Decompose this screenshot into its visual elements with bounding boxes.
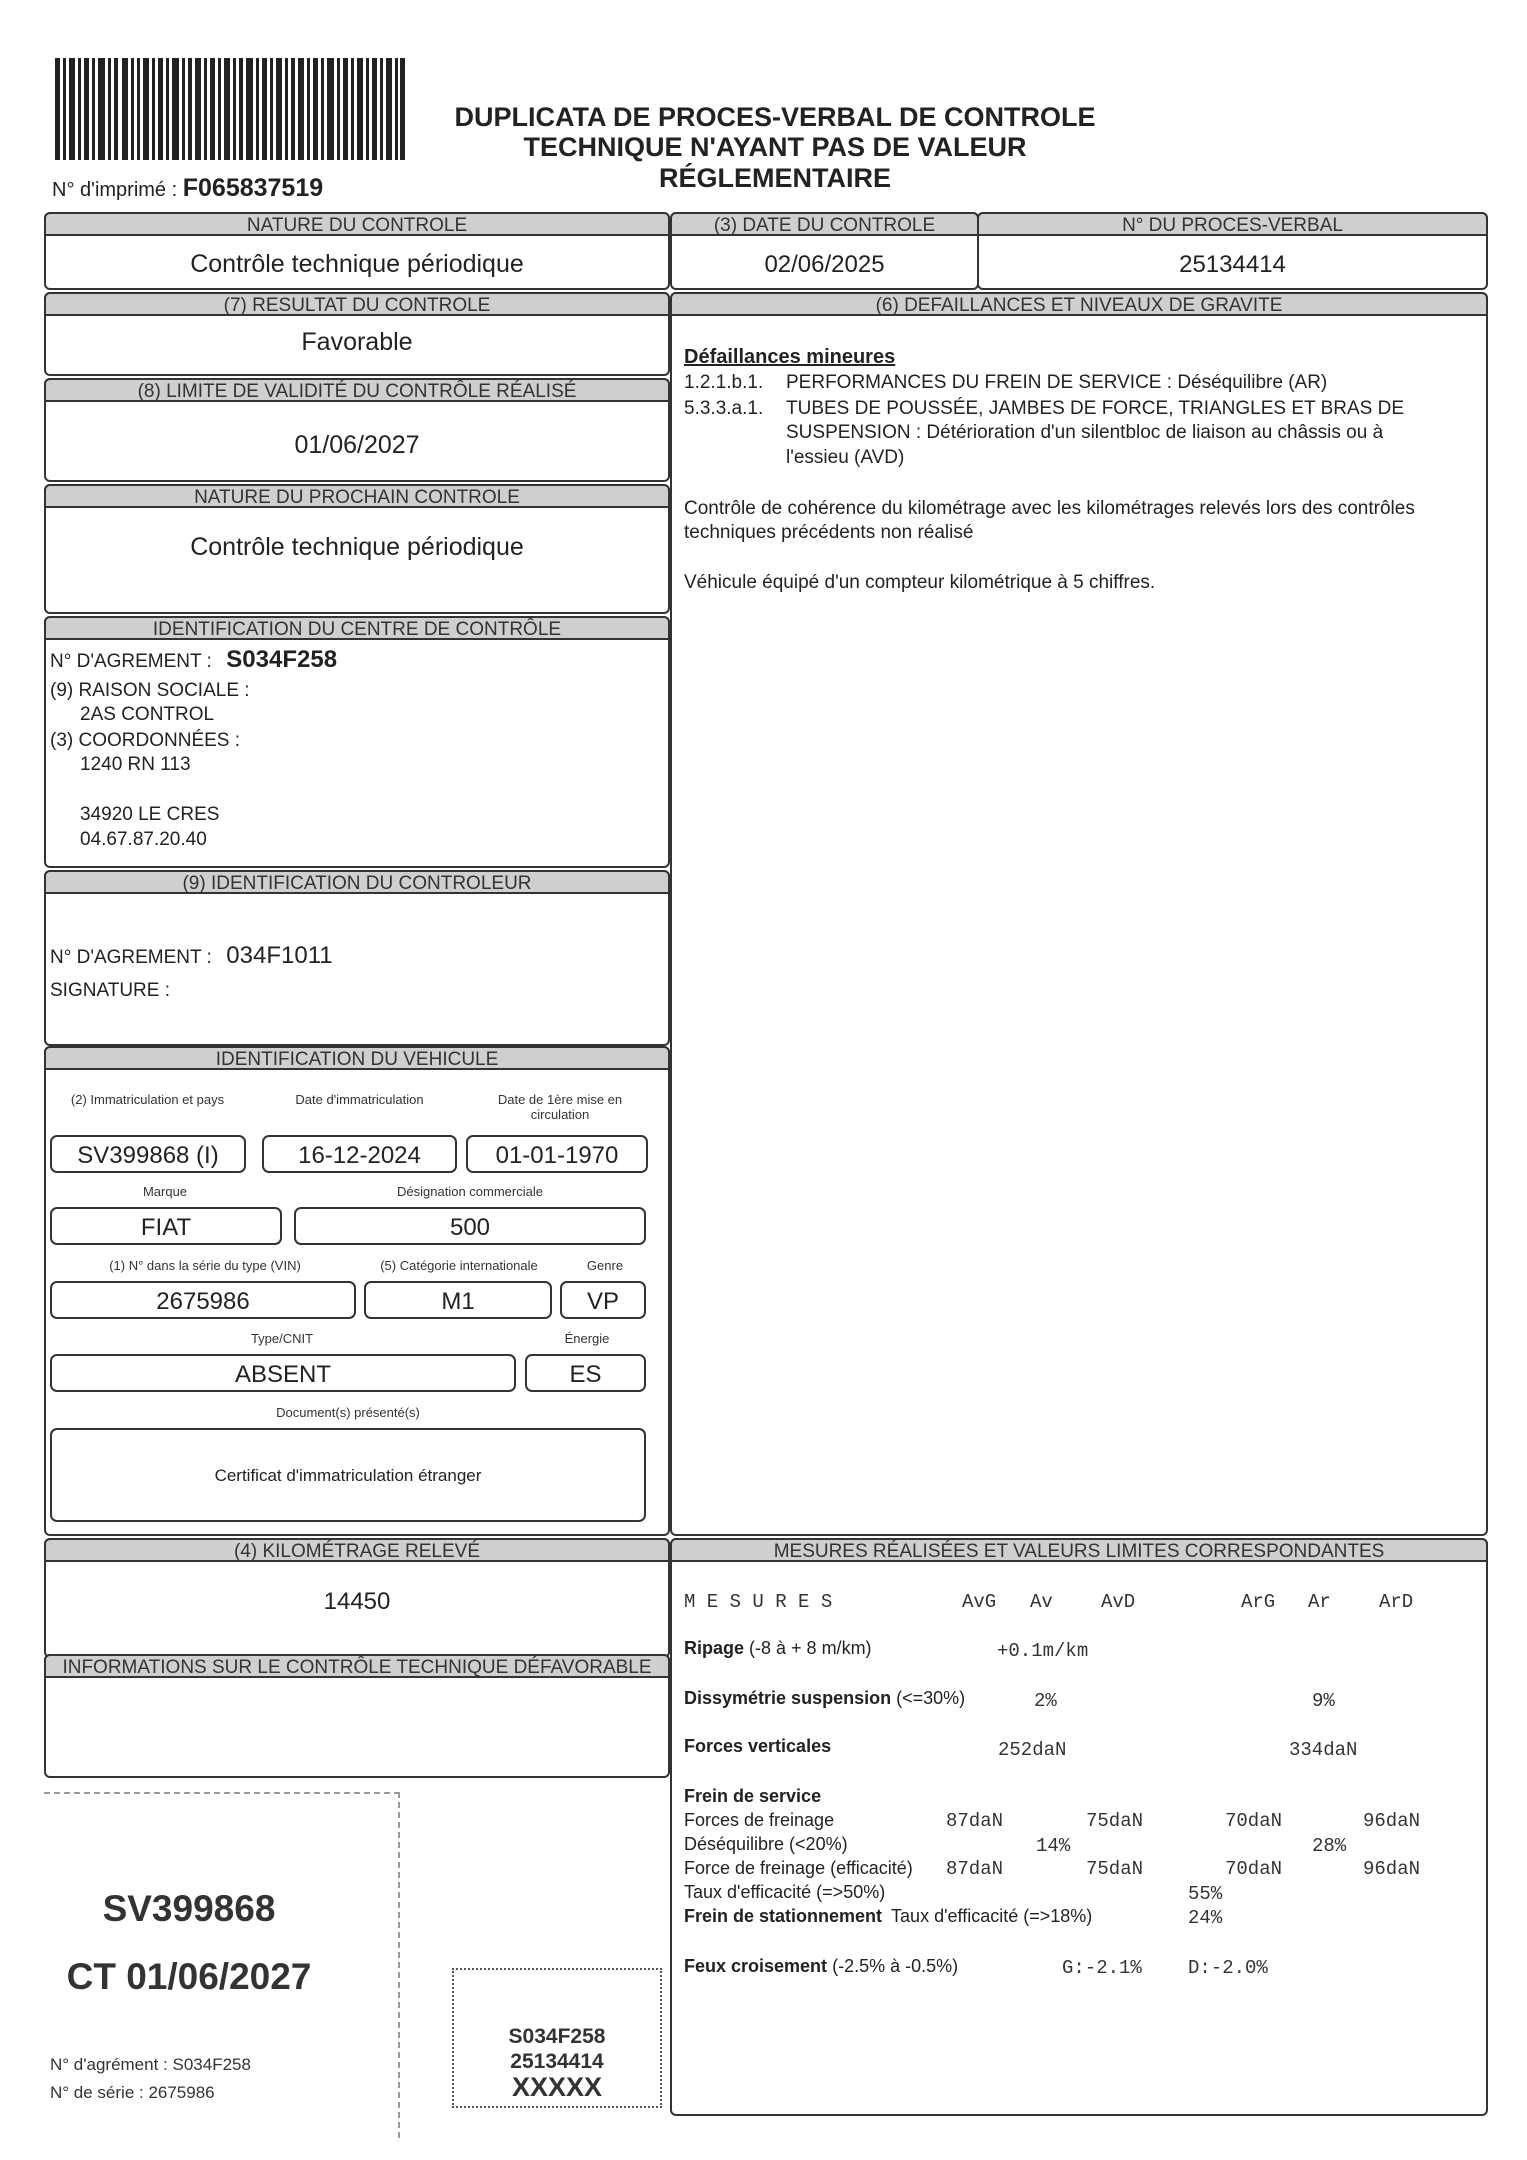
mesures-col-avg: AvG xyxy=(962,1591,997,1613)
defaillances-note-1a: Contrôle de cohérence du kilométrage avec les kilométrages relevés lors des contrôles xyxy=(684,498,1415,519)
mesures-col-title: M E S U R E S xyxy=(684,1591,833,1613)
forces-v-row xyxy=(684,1736,831,1757)
mesures-col-av: Av xyxy=(1030,1591,1053,1613)
mesures-col-avd: AvD xyxy=(1101,1591,1136,1613)
eff-ard: 96daN xyxy=(1363,1858,1421,1880)
controleur-signature-label: SIGNATURE : xyxy=(50,980,170,1001)
documents-value: Certificat d'immatriculation étranger xyxy=(214,1466,482,1485)
ripage-av: +0.1m/km xyxy=(997,1640,1089,1662)
vignette-stamp-line-3: XXXXX xyxy=(511,2072,603,2102)
cap-date-immat: Date d'immatriculation xyxy=(295,1092,424,1107)
centre-address-2: 34920 LE CRES xyxy=(80,804,220,825)
type-field: ABSENT xyxy=(50,1354,516,1392)
pv-value: 25134414 xyxy=(1179,251,1286,278)
eff-avd: 75daN xyxy=(1086,1858,1144,1880)
deseq-ar: 28% xyxy=(1312,1835,1347,1857)
vignette-stamp-line-2: 25134414 xyxy=(510,2050,604,2073)
prochain-value: Contrôle technique périodique xyxy=(190,533,524,561)
defaillances-box xyxy=(670,292,1488,1536)
defaillance-code-2: 5.3.3.a.1. xyxy=(684,398,764,419)
freinage-avd: 75daN xyxy=(1086,1810,1144,1832)
cap-documents: Document(s) présenté(s) xyxy=(276,1405,420,1420)
defaillances-note-1b: techniques précédents non réalisé xyxy=(684,522,974,543)
taux-val: 55% xyxy=(1188,1883,1223,1905)
dissym-label: Dissymétrie suspension xyxy=(684,1688,892,1708)
mesures-col-arg: ArG xyxy=(1241,1591,1276,1613)
stationnement-label: Frein de stationnement xyxy=(684,1906,883,1926)
forces-v-label: Forces verticales xyxy=(684,1736,832,1756)
defaillances-note-2: Véhicule équipé d'un compteur kilométrique à 5 chiffres. xyxy=(684,572,1156,593)
cap-genre: Genre xyxy=(586,1258,624,1273)
prochain-header: NATURE DU PROCHAIN CONTROLE xyxy=(44,484,670,508)
defaillance-code-1: 1.2.1.b.1. xyxy=(684,372,764,393)
controleur-agrement xyxy=(50,942,333,970)
freinage-arg: 70daN xyxy=(1225,1810,1283,1832)
title-line-1: DUPLICATA DE PROCES-VERBAL DE CONTROLE xyxy=(454,102,1096,132)
nature-header: NATURE DU CONTROLE xyxy=(44,212,670,236)
categorie-field: M1 xyxy=(364,1281,552,1319)
date-header: (3) DATE DU CONTROLE xyxy=(670,212,979,236)
feux-label: Feux croisement xyxy=(684,1956,828,1976)
dissym-av: 2% xyxy=(1034,1690,1057,1712)
imprime-value: F065837519 xyxy=(182,174,324,202)
deseq-av: 14% xyxy=(1036,1835,1071,1857)
controleur-header: (9) IDENTIFICATION DU CONTROLEUR xyxy=(44,870,670,894)
freinage-avg: 87daN xyxy=(946,1810,1004,1832)
centre-agrement-label: N° D'AGREMENT : xyxy=(50,651,212,672)
imprime-number xyxy=(52,174,323,203)
limite-value: 01/06/2027 xyxy=(294,431,420,459)
nature-value: Contrôle technique périodique xyxy=(190,250,524,278)
vignette-stamp-line-1: S034F258 xyxy=(508,2025,606,2048)
dissym-ar: 9% xyxy=(1312,1690,1335,1712)
freinage-ard: 96daN xyxy=(1363,1810,1421,1832)
cap-date-circ-2: circulation xyxy=(530,1107,590,1122)
dissym-limit: (<=30%) xyxy=(896,1688,966,1708)
vignette-agrement: N° d'agrément : S034F258 xyxy=(50,2055,251,2074)
centre-address-1: 1240 RN 113 xyxy=(80,754,191,775)
feux-d: D:-2.0% xyxy=(1188,1957,1268,1979)
immat-field: SV399868 (I) xyxy=(50,1135,246,1173)
pv-header: N° DU PROCES-VERBAL xyxy=(977,212,1488,236)
ripage-row xyxy=(684,1638,872,1659)
marque-field: FIAT xyxy=(50,1207,282,1245)
cap-immat: (2) Immatriculation et pays xyxy=(70,1092,225,1107)
controleur-agrement-label: N° D'AGREMENT : xyxy=(50,947,212,968)
date-immat-field: 16-12-2024 xyxy=(262,1135,457,1173)
defaillance-text-1: PERFORMANCES DU FREIN DE SERVICE : Déséquilibre (AR) xyxy=(786,372,1328,393)
resultat-header: (7) RESULTAT DU CONTROLE xyxy=(44,292,670,316)
centre-agrement xyxy=(50,646,337,674)
forces-v-ar: 334daN xyxy=(1289,1739,1358,1761)
cap-designation: Désignation commerciale xyxy=(397,1184,543,1199)
title-line-2: TECHNIQUE N'AYANT PAS DE VALEUR RÉGLEMENTAIRE xyxy=(523,132,1027,193)
centre-raison-value: 2AS CONTROL xyxy=(80,704,215,725)
frein-service-title xyxy=(684,1786,821,1807)
centre-header: IDENTIFICATION DU CENTRE DE CONTRÔLE xyxy=(44,616,670,640)
defaillances-header: (6) DEFAILLANCES ET NIVEAUX DE GRAVITE xyxy=(670,292,1488,316)
defaillance-text-2-cont2: l'essieu (AVD) xyxy=(786,447,905,468)
mesures-header: MESURES RÉALISÉES ET VALEURS LIMITES CORRESPONDANTES xyxy=(670,1538,1488,1562)
cap-categorie: (5) Catégorie internationale xyxy=(380,1258,538,1273)
mesures-col-ar: Ar xyxy=(1308,1591,1331,1613)
cap-date-circ-1: Date de 1ère mise en xyxy=(497,1092,623,1107)
defaillance-text-2-cont1: SUSPENSION : Détérioration d'un silentbloc de liaison au châssis ou à xyxy=(786,422,1384,443)
eff-label: Force de freinage (efficacité) xyxy=(684,1858,913,1878)
eff-avg: 87daN xyxy=(946,1858,1004,1880)
cap-type: Type/CNIT xyxy=(250,1331,314,1346)
eff-arg: 70daN xyxy=(1225,1858,1283,1880)
km-header: (4) KILOMÉTRAGE RELEVÉ xyxy=(44,1538,670,1562)
vehicule-header: IDENTIFICATION DU VEHICULE xyxy=(44,1046,670,1070)
vin-field: 2675986 xyxy=(50,1281,356,1319)
feux-g: G:-2.1% xyxy=(1062,1957,1142,1979)
genre-field: VP xyxy=(560,1281,646,1319)
centre-raison-label: (9) RAISON SOCIALE : xyxy=(50,680,250,701)
centre-phone: 04.67.87.20.40 xyxy=(80,829,207,850)
barcode xyxy=(55,58,405,160)
forces-v-av: 252daN xyxy=(998,1739,1067,1761)
designation-field: 500 xyxy=(294,1207,646,1245)
vignette-serie: N° de série : 2675986 xyxy=(50,2083,215,2102)
date-circ-field: 01-01-1970 xyxy=(466,1135,648,1173)
date-value: 02/06/2025 xyxy=(764,251,885,278)
vignette-top-border xyxy=(44,1792,400,1794)
mesures-col-ard: ArD xyxy=(1379,1591,1414,1613)
ripage-label: Ripage xyxy=(684,1638,745,1658)
vignette-ct: CT 01/06/2027 xyxy=(66,1956,312,1997)
dissym-row xyxy=(684,1688,965,1709)
centre-agrement-value: S034F258 xyxy=(226,646,338,673)
documents-field xyxy=(50,1428,646,1522)
cap-vin: (1) N° dans la série du type (VIN) xyxy=(109,1258,301,1273)
cap-energie: Énergie xyxy=(564,1331,610,1346)
frein-service-label: Frein de service xyxy=(684,1786,822,1806)
vignette-right-border xyxy=(398,1792,400,2138)
cap-marque: Marque xyxy=(142,1184,188,1199)
ripage-limit: (-8 à + 8 m/km) xyxy=(749,1638,872,1658)
km-value: 14450 xyxy=(323,1588,391,1615)
defaillances-subtitle: Défaillances mineures xyxy=(684,346,896,368)
taux-label: Taux d'efficacité (=>50%) xyxy=(684,1882,886,1902)
deseq-label: Déséquilibre (<20%) xyxy=(684,1834,848,1854)
feux-limit: (-2.5% à -0.5%) xyxy=(832,1956,959,1976)
stationnement-row xyxy=(684,1906,1092,1927)
centre-coord-label: (3) COORDONNÉES : xyxy=(50,730,241,751)
resultat-value: Favorable xyxy=(301,328,413,356)
defaillance-text-2: TUBES DE POUSSÉE, JAMBES DE FORCE, TRIANGLES ET BRAS DE xyxy=(786,398,1405,419)
energie-field: ES xyxy=(525,1354,646,1392)
freinage-label: Forces de freinage xyxy=(684,1810,835,1830)
stationnement-val: 24% xyxy=(1188,1907,1223,1929)
controleur-agrement-value: 034F1011 xyxy=(226,942,333,969)
feux-row xyxy=(684,1956,958,1977)
vignette-plate: SV399868 xyxy=(102,1888,276,1929)
limite-header: (8) LIMITE DE VALIDITÉ DU CONTRÔLE RÉALISÉ xyxy=(44,378,670,402)
info-defavorable-header: INFORMATIONS SUR LE CONTRÔLE TECHNIQUE DÉFAVORABLE xyxy=(44,1654,670,1678)
stationnement-limit: Taux d'efficacité (=>18%) xyxy=(891,1906,1093,1926)
imprime-label: N° d'imprimé : xyxy=(52,179,178,201)
